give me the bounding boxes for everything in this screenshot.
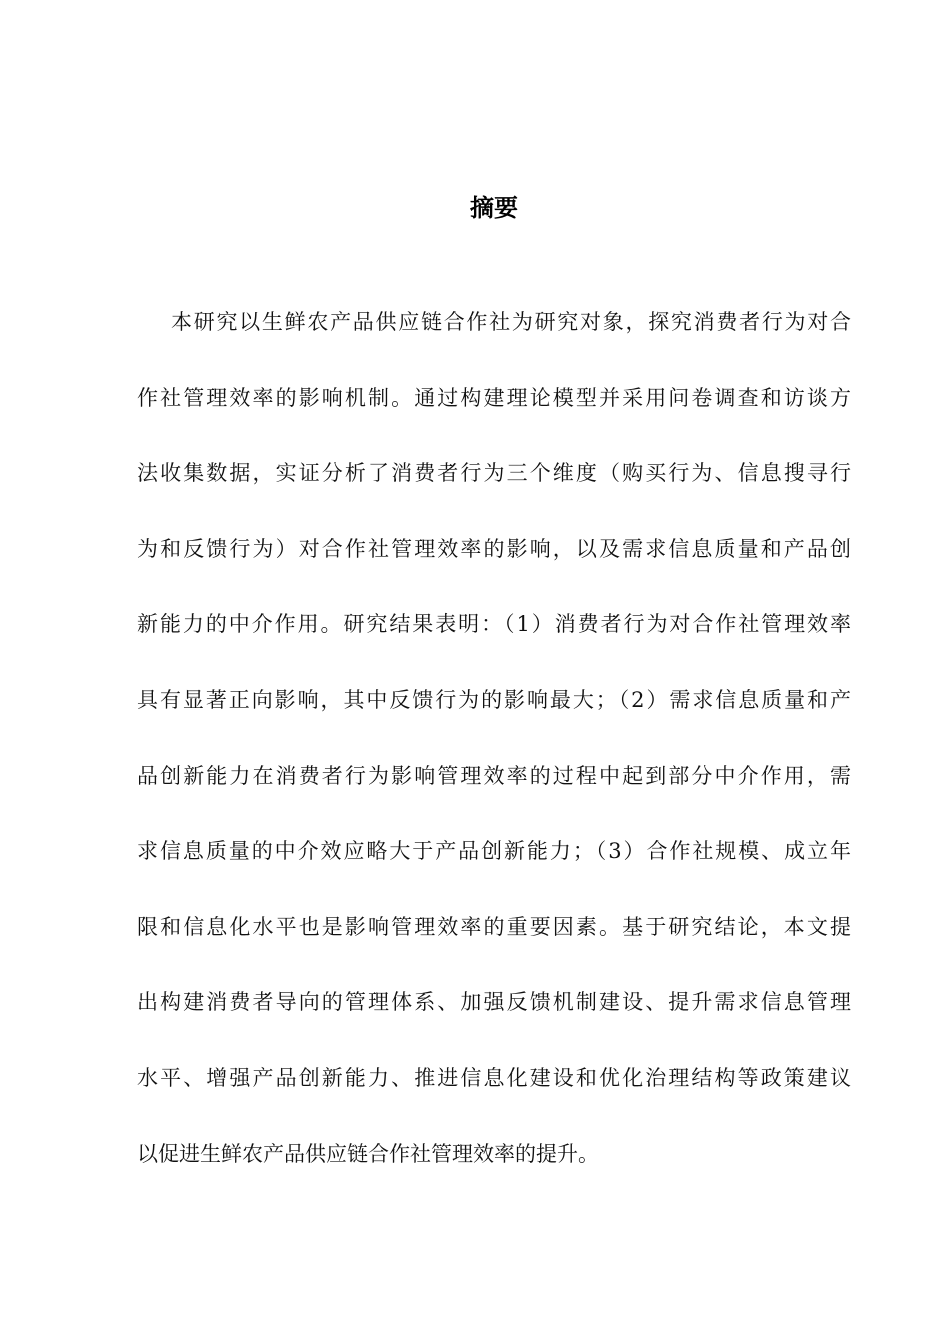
- paragraph-line: 新能力的中介作用。研究结果表明：（1）消费者行为对合作社管理效率: [137, 612, 851, 637]
- paragraph-line: 作社管理效率的影响机制。通过构建理论模型并采用问卷调查和访谈方: [137, 385, 851, 410]
- paragraph-line: 具有显著正向影响，其中反馈行为的影响最大；（2）需求信息质量和产: [137, 687, 851, 712]
- paragraph-line: 本研究以生鲜农产品供应链合作社为研究对象，探究消费者行为对合: [171, 310, 851, 334]
- abstract-paragraph: [137, 285, 851, 1192]
- paragraph-line: 限和信息化水平也是影响管理效率的重要因素。基于研究结论，本文提: [137, 914, 851, 939]
- paragraph-line: 求信息质量的中介效应略大于产品创新能力；（3）合作社规模、成立年: [137, 839, 851, 864]
- paragraph-line: 为和反馈行为）对合作社管理效率的影响，以及需求信息质量和产品创: [137, 536, 851, 561]
- paragraph-line: 出构建消费者导向的管理体系、加强反馈机制建设、提升需求信息管理: [137, 990, 851, 1015]
- abstract-title: 摘要: [470, 194, 518, 222]
- paragraph-line: 以促进生鲜农产品供应链合作社管理效率的提升。: [137, 1141, 599, 1166]
- paragraph-line: 法收集数据，实证分析了消费者行为三个维度（购买行为、信息搜寻行: [137, 461, 851, 486]
- paragraph-line: 品创新能力在消费者行为影响管理效率的过程中起到部分中介作用，需: [137, 763, 851, 788]
- paragraph-line: 水平、增强产品创新能力、推进信息化建设和优化治理结构等政策建议: [137, 1065, 851, 1090]
